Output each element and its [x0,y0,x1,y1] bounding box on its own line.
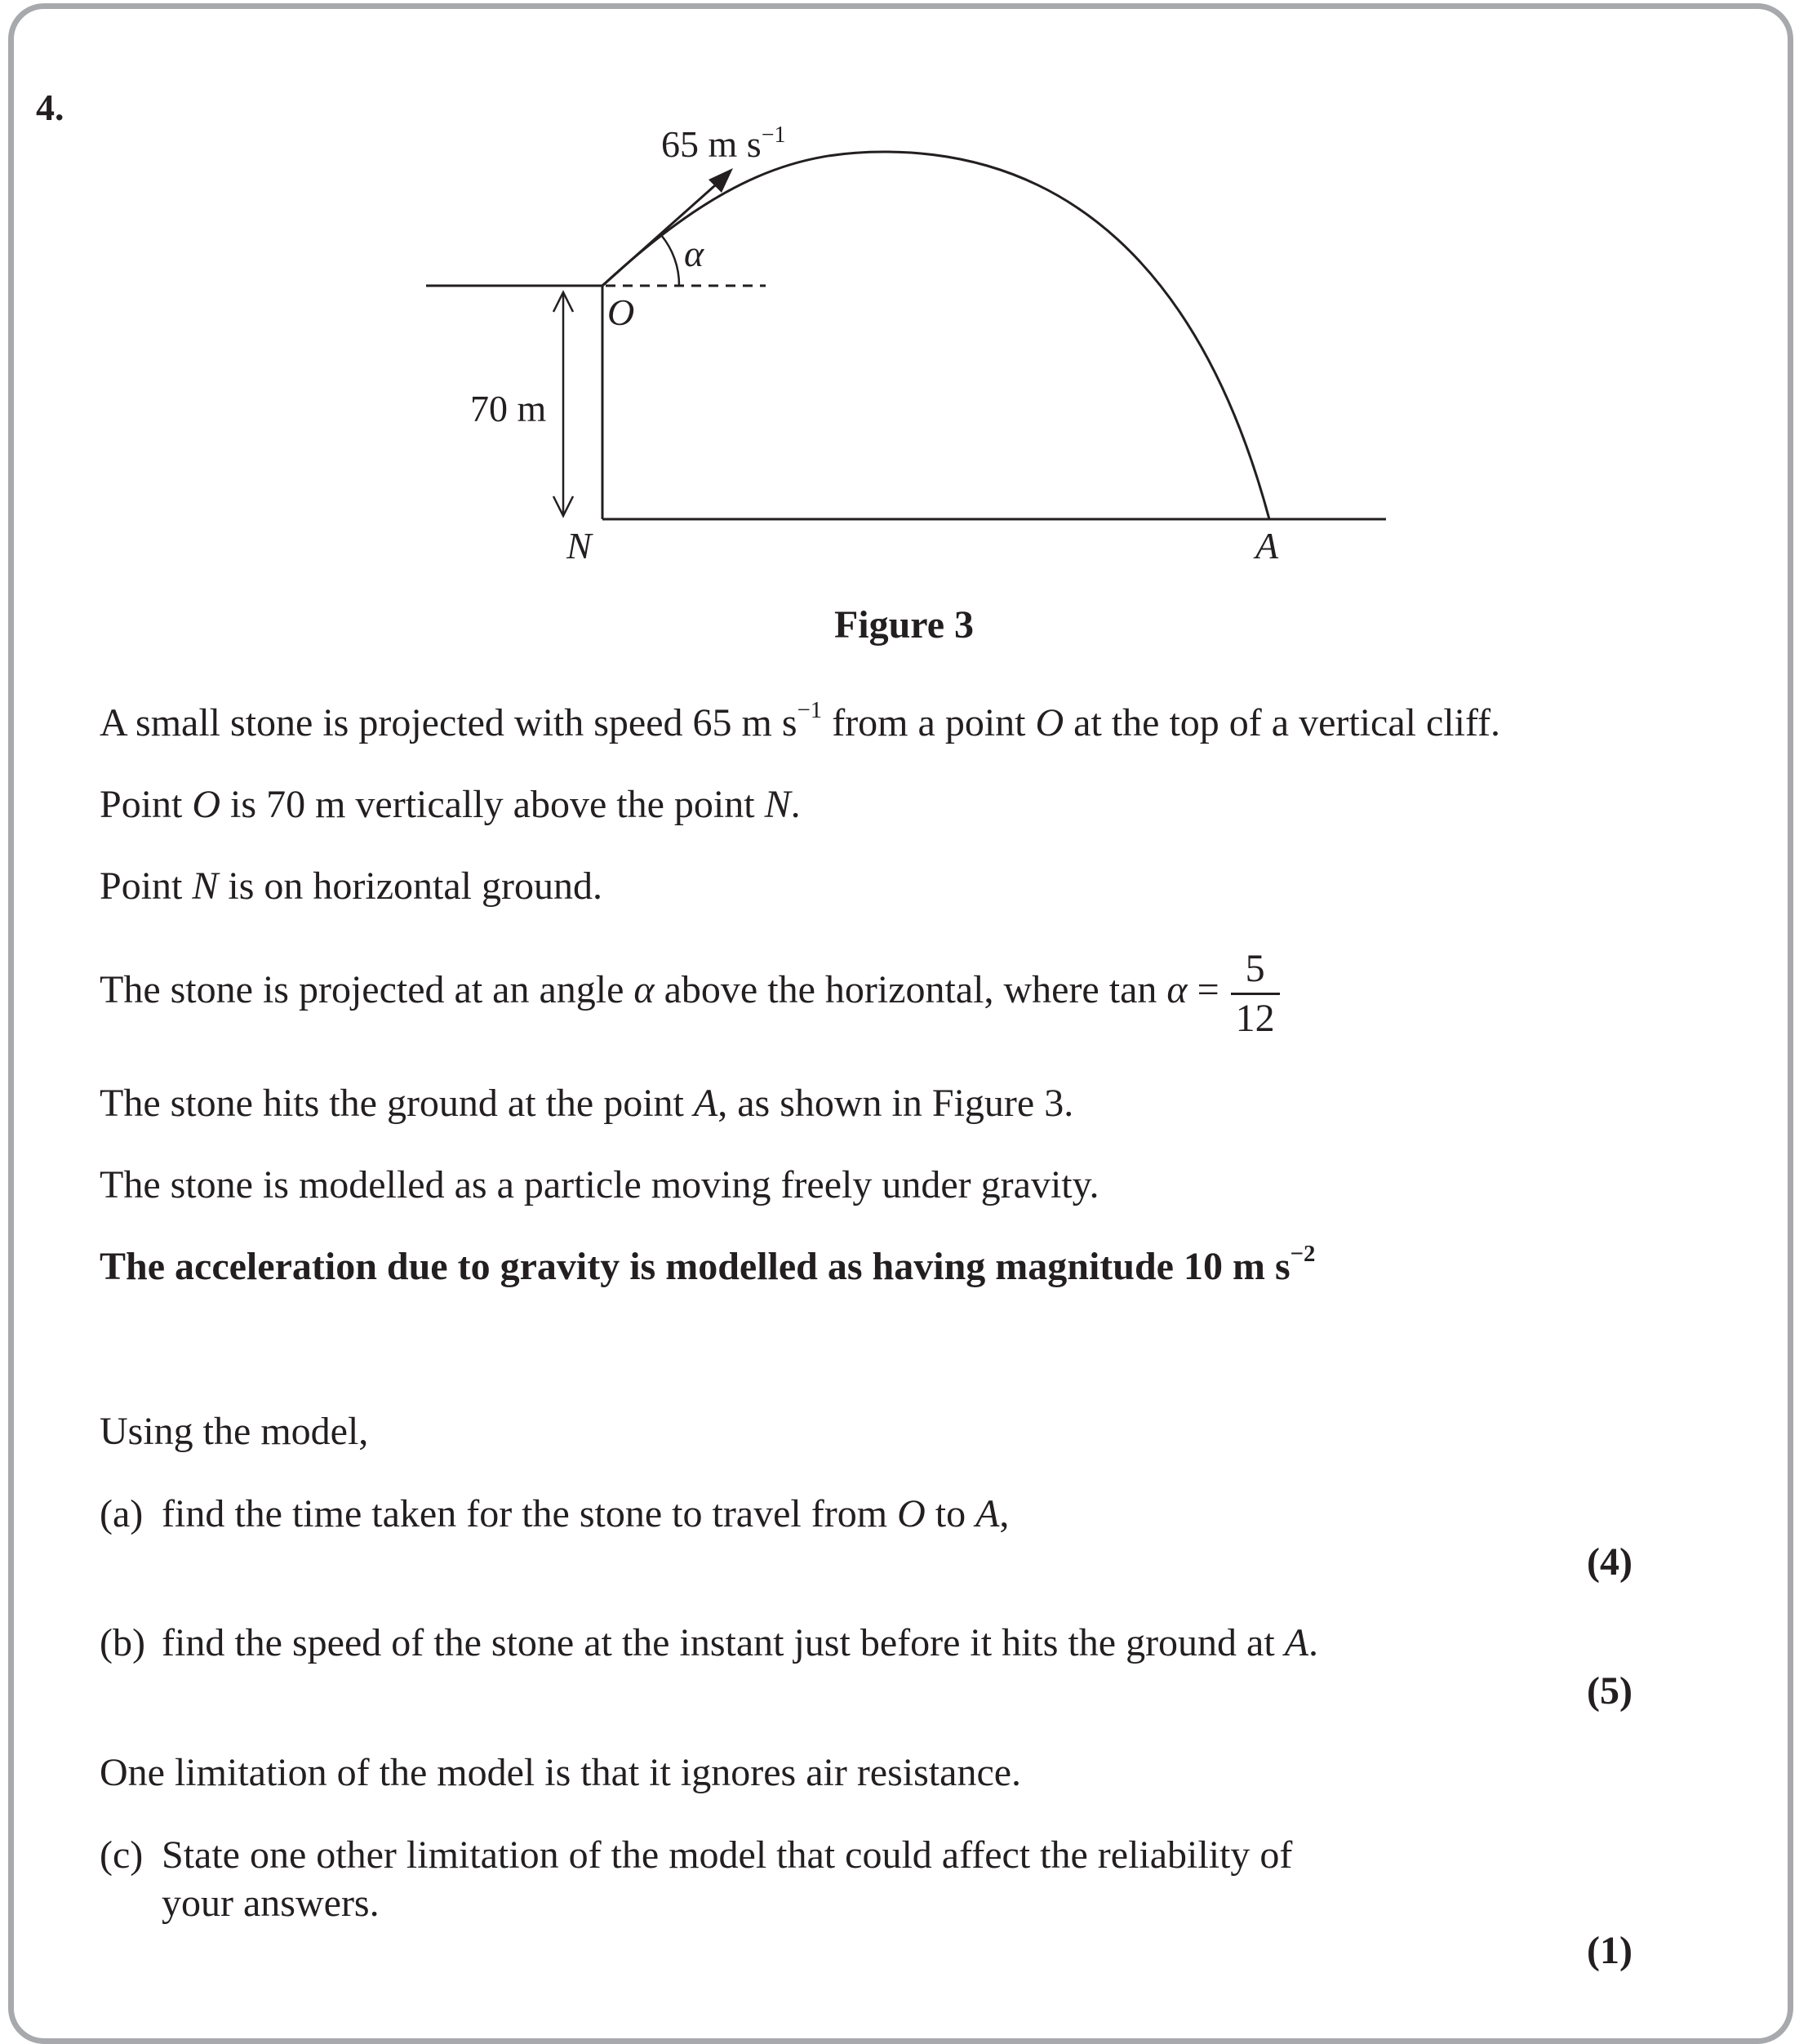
part-c: (c) State one other limitation of the model that could affect the reliability of your answers. [100,1833,1293,1925]
part-a: (a) find the time taken for the stone to travel from O to A, [100,1492,1010,1535]
part-c-marks: (1) [1587,1929,1633,1972]
figure-caption: Figure 3 [833,603,975,647]
paragraph-1: A small stone is projected with speed 65 m $s^{-1}$ from a point O at the top of a vertical cliff. [100,697,1501,744]
paragraph-5: The stone hits the ground at the point A, as shown in Figure 3. [100,1082,1074,1125]
part-b: (b) find the speed of the stone at the instant just before it hits the ground at A. [100,1621,1319,1664]
point-A-label: A [1255,525,1279,567]
paragraph-2: Point O is 70 m vertically above the point N. [100,783,801,826]
paragraph-6: The stone is modelled as a particle moving freely under gravity. [100,1163,1099,1206]
height-label: 70 m [470,388,547,429]
tan-fraction: $\frac{5}{12}$ [1231,945,1280,1042]
paragraph-8: Using the model, [100,1410,369,1453]
angle-label: α [684,233,704,274]
paragraph-10: One limitation of the model is that it ignores air resistance. [100,1751,1022,1794]
speed-label: 65 m $s^{-1}$ [661,122,786,165]
part-a-marks: (4) [1587,1540,1633,1584]
projectile-diagram [0,0,1808,588]
paragraph-3: Point N is on horizontal ground. [100,864,602,908]
point-N-label: N [566,525,592,567]
paragraph-7-bold: The acceleration due to gravity is modelled as having magnitude 10 m $s^{-2}$ [100,1241,1316,1288]
point-O-label: O [607,291,635,333]
part-b-marks: (5) [1587,1669,1633,1713]
question-number: 4. [36,87,64,128]
paragraph-4: The stone is projected at an angle α above the horizontal, where tan α = $\frac{5}{12}$ [100,945,1280,1042]
trajectory-curve [602,152,1269,519]
angle-arc [661,235,679,286]
